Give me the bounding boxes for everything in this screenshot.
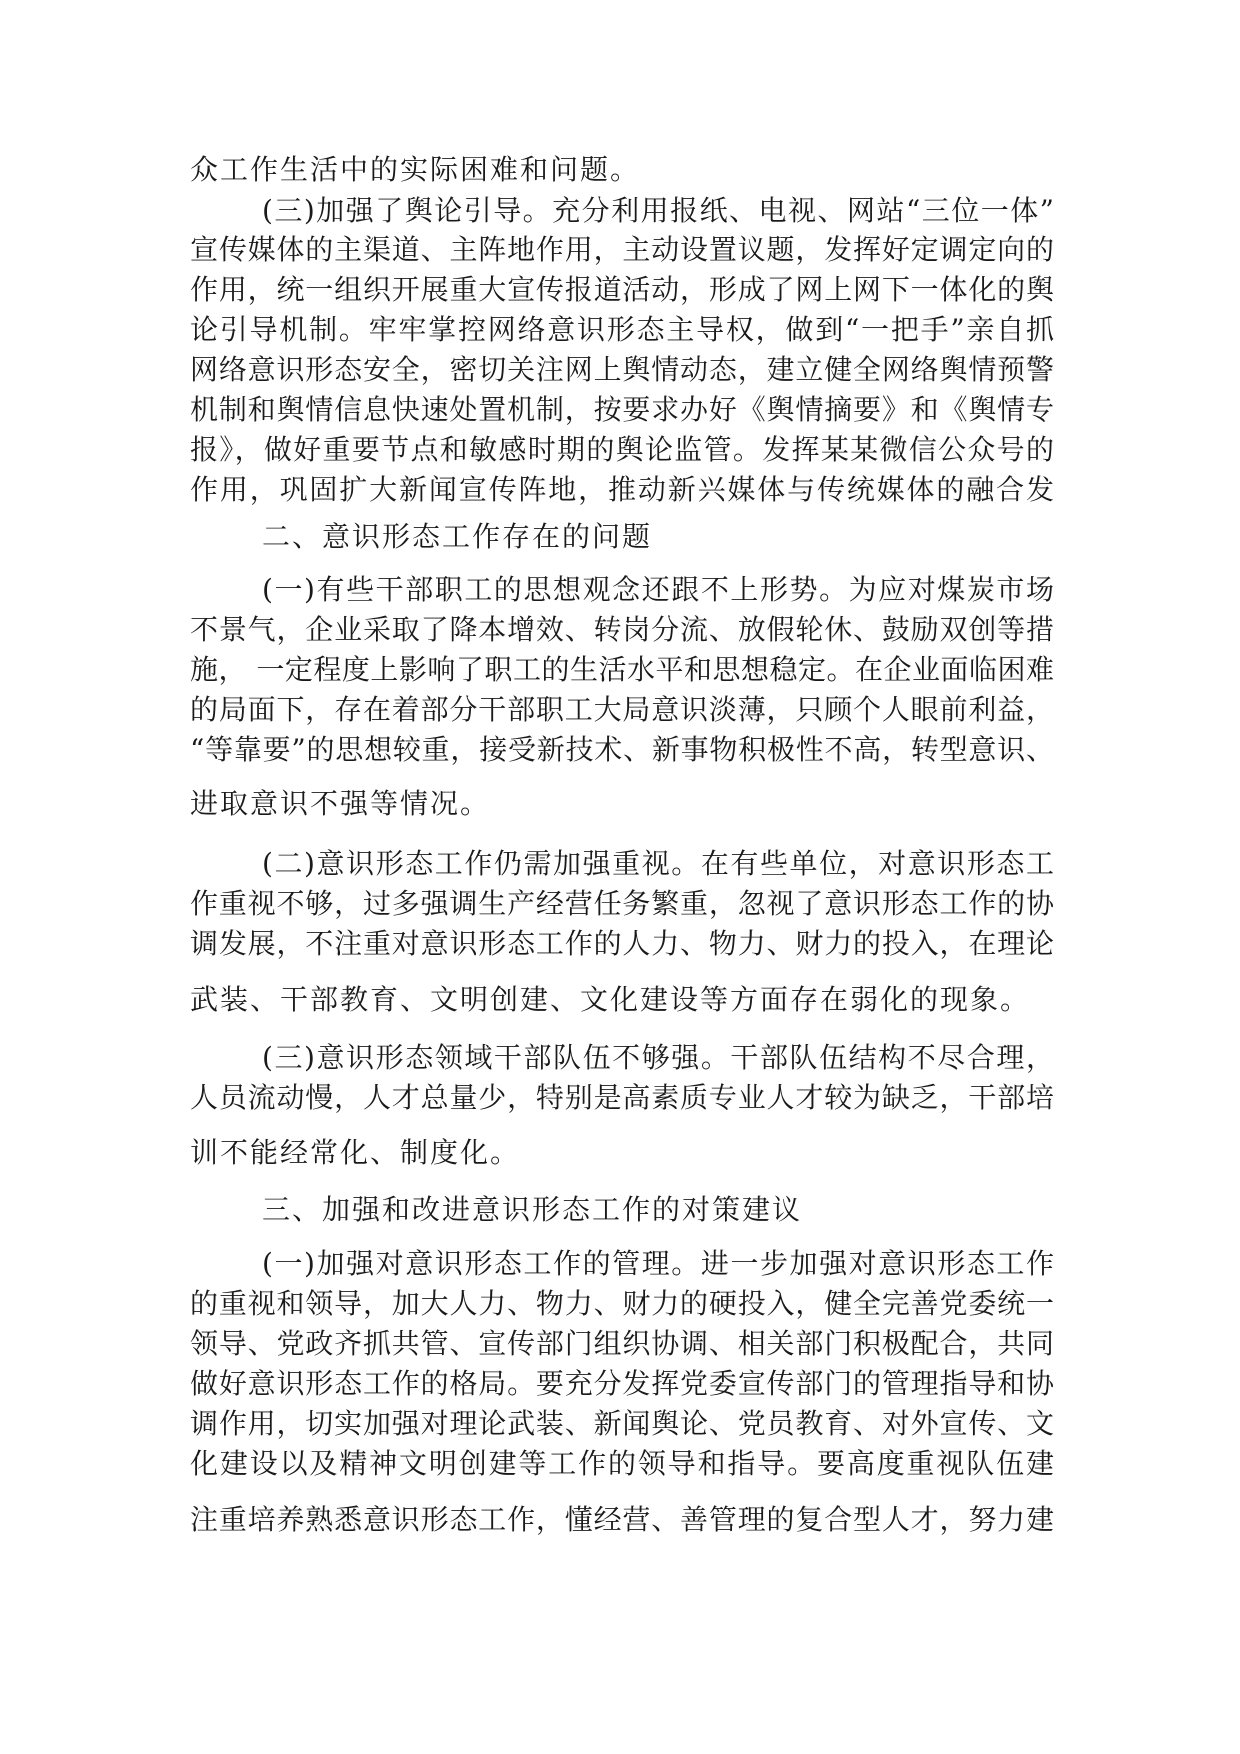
- paragraph-start: (三)加强了舆论引导。充分利用报纸、电视、网站“三位一体”: [262, 194, 1054, 227]
- text-line: 调作用，切实加强对理论武装、新闻舆论、党员教育、对外宣传、文: [190, 1407, 1054, 1440]
- text-line: 作重视不够，过多强调生产经营任务繁重，忽视了意识形态工作的协: [190, 887, 1054, 920]
- text-line: 化建设以及精神文明创建等工作的领导和指导。要高度重视队伍建: [190, 1447, 1054, 1480]
- text-line: 人员流动慢，人才总量少，特别是高素质专业人才较为缺乏，干部培: [190, 1081, 1054, 1114]
- section-heading: 二、意识形态工作存在的问题: [262, 520, 653, 553]
- text-line: 注重培养熟悉意识形态工作，懂经营、善管理的复合型人才，努力建: [190, 1503, 1054, 1536]
- text-line: 领导、党政齐抓共管、宣传部门组织协调、相关部门积极配合，共同: [190, 1327, 1054, 1360]
- text-line: “等靠要”的思想较重，接受新技术、新事物积极性不高，转型意识、: [190, 733, 1054, 766]
- text-line: 网络意识形态安全，密切关注网上舆情动态，建立健全网络舆情预警: [190, 353, 1054, 386]
- paragraph-start: (二)意识形态工作仍需加强重视。在有些单位，对意识形态工: [262, 847, 1054, 880]
- paragraph-start: (一)有些干部职工的思想观念还跟不上形势。为应对煤炭市场: [262, 573, 1054, 606]
- text-line: 训不能经常化、制度化。: [190, 1136, 521, 1169]
- text-line: 宣传媒体的主渠道、主阵地作用，主动设置议题，发挥好定调定向的: [190, 233, 1054, 266]
- text-line: 不景气，企业采取了降本增效、转岗分流、放假轮休、鼓励双创等措: [190, 613, 1054, 646]
- text-line: 作用，统一组织开展重大宣传报道活动，形成了网上网下一体化的舆: [190, 273, 1054, 306]
- text-line: 做好意识形态工作的格局。要充分发挥党委宣传部门的管理指导和协: [190, 1367, 1054, 1400]
- paragraph-start: (一)加强对意识形态工作的管理。进一步加强对意识形态工作: [262, 1247, 1054, 1280]
- text-line: 的重视和领导，加大人力、物力、财力的硬投入，健全完善党委统一: [190, 1287, 1054, 1320]
- text-line: 众工作生活中的实际困难和问题。: [190, 153, 641, 186]
- paragraph-start: (三)意识形态领域干部队伍不够强。干部队伍结构不尽合理，: [262, 1041, 1054, 1074]
- text-line: 调发展，不注重对意识形态工作的人力、物力、财力的投入，在理论: [190, 927, 1054, 960]
- text-line: 作用，巩固扩大新闻宣传阵地，推动新兴媒体与传统媒体的融合发: [190, 473, 1054, 506]
- text-line: 进取意识不强等情况。: [190, 787, 491, 820]
- text-line: 的局面下，存在着部分干部职工大局意识淡薄，只顾个人眼前利益，: [190, 693, 1054, 726]
- text-line: 武装、干部教育、文明创建、文化建设等方面存在弱化的现象。: [190, 983, 1031, 1016]
- text-line: 报》，做好重要节点和敏感时期的舆论监管。发挥某某微信公众号的: [190, 433, 1054, 466]
- text-line: 机制和舆情信息快速处置机制，按要求办好《舆情摘要》和《舆情专: [190, 393, 1054, 426]
- text-line: 论引导机制。牢牢掌控网络意识形态主导权，做到“一把手”亲自抓: [190, 313, 1054, 346]
- section-heading: 三、加强和改进意识形态工作的对策建议: [262, 1193, 803, 1226]
- text-line: 施， 一定程度上影响了职工的生活水平和思想稳定。在企业面临困难: [190, 653, 1054, 686]
